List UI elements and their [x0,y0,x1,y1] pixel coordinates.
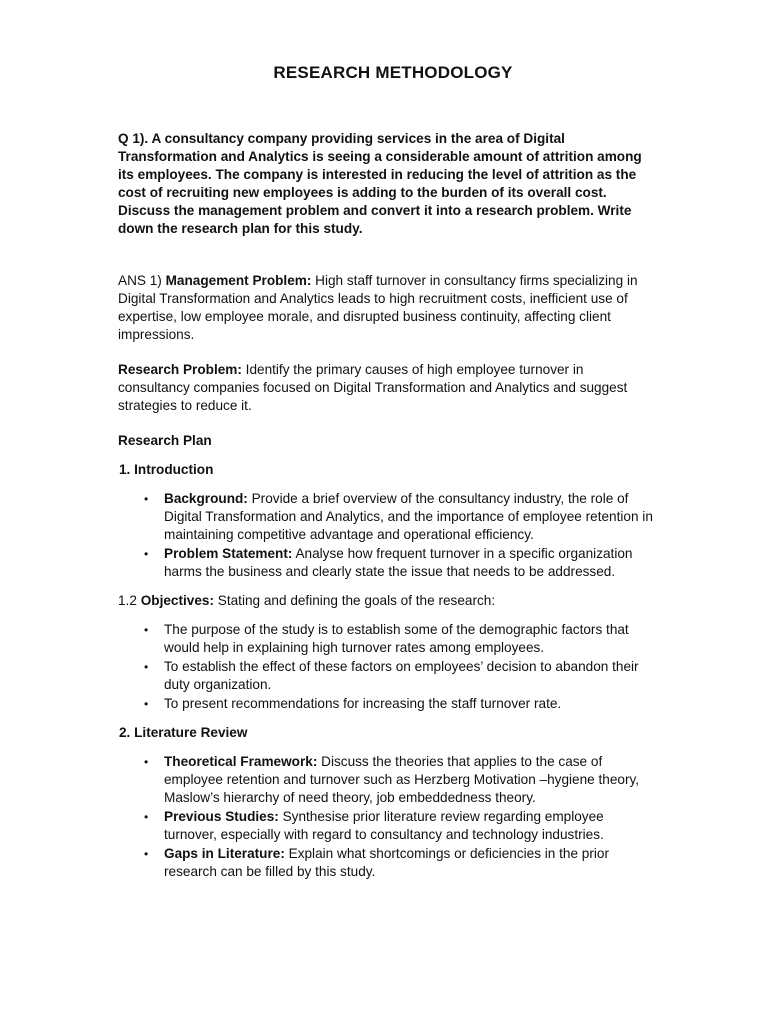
list-item [144,845,656,881]
list-item [144,490,656,544]
bullet-label: Theoretical Framework: [164,754,318,769]
page-title: RESEARCH METHODOLOGY [273,63,513,82]
bullet-text: The purpose of the study is to establish some of the demographic factors that would help in explaining high turnover rates among employees. [164,622,629,655]
bullet-icon: • [144,623,149,637]
answer-prefix: ANS 1) [118,273,166,288]
research-problem-text: Identify the primary causes of high employee turnover in consultancy companies focused on Digital Transformation and Analytics and suggest strategies to reduce it. [118,362,628,413]
bullet-text: To establish the effect of these factors on employees’ decision to abandon their duty organization. [164,659,639,692]
question-text: Q 1). A consultancy company providing services in the area of Digital Transformation and Analytics is seeing a considerable amount of attrition among its employees. The company is interested in reducing the level of attrition as the cost of recruiting new employees is adding to the burden of its overall cost. Discuss the management problem and convert it into a research problem. Write down the research plan for this study. [118,131,642,236]
bullet-icon: • [144,755,149,769]
list-item [144,658,656,694]
bullet-icon: • [144,810,149,824]
objectives-label: Objectives: [140,593,214,608]
objectives-prefix: 1.2 [118,593,141,608]
management-problem-text: High staff turnover in consultancy firms specializing in Digital Transformation and Analytics leads to high recruitment costs, inefficient use of expertise, low employee morale, and disrupted business continuity, affecting client impressions. [118,273,638,342]
literature-review-heading: 2. Literature Review [119,725,248,740]
literature-review-list [118,753,656,881]
bullet-label: Previous Studies: [164,809,279,824]
list-item [144,808,656,844]
research-problem-label: Research Problem: [118,362,242,377]
list-item [144,695,656,713]
research-problem-paragraph [118,361,656,415]
management-problem-label: Management Problem: [165,273,312,288]
bullet-label: Problem Statement: [164,546,293,561]
bullet-text: To present recommendations for increasing the staff turnover rate. [164,696,562,711]
bullet-icon: • [144,492,149,506]
bullet-text: Discuss the theories that applies to the case of employee retention and turnover such as Herzberg Motivation –hygiene theory, Maslow’s hierarchy of need theory, job embeddedness theory. [164,754,640,805]
introduction-heading: 1. Introduction [119,462,214,477]
objectives-text: Stating and defining the goals of the research: [213,593,496,608]
management-problem-paragraph [118,272,656,344]
bullet-icon: • [144,697,149,711]
list-item [144,753,656,807]
research-plan-heading: Research Plan [118,433,212,448]
list-item [144,621,656,657]
bullet-icon: • [144,547,149,561]
objectives-list [118,621,656,713]
bullet-text: Explain what shortcomings or deficiencies in the prior research can be filled by this study. [164,846,609,879]
objectives-line [118,592,656,610]
bullet-label: Gaps in Literature: [164,846,285,861]
bullet-icon: • [144,660,149,674]
list-item [144,545,656,581]
bullet-label: Background: [164,491,248,506]
bullet-text: Analyse how frequent turnover in a specific organization harms the business and clearly state the issue that needs to be addressed. [164,546,633,579]
bullet-icon: • [144,847,149,861]
bullet-text: Provide a brief overview of the consultancy industry, the role of Digital Transformation and Analytics, and the importance of employee retention in maintaining competitive advantage and operational efficiency. [164,491,653,542]
introduction-list [118,490,656,581]
bullet-text: Synthesise prior literature review regarding employee turnover, especially with regard to consultancy and technology industries. [164,809,604,842]
